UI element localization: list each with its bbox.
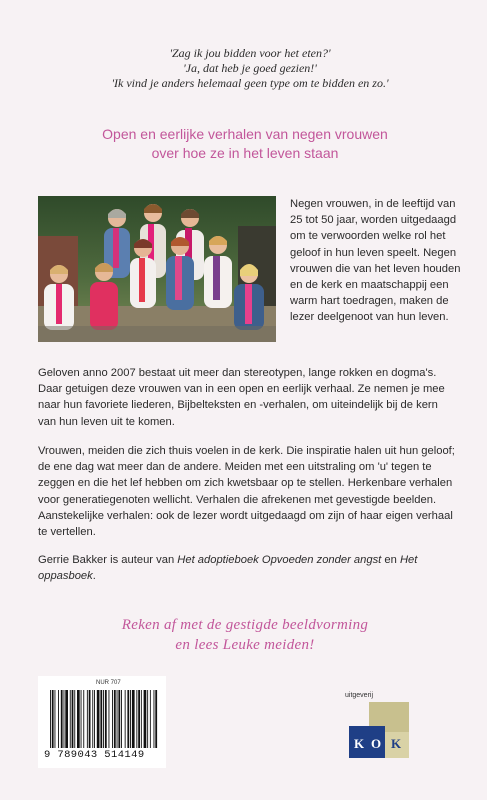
barcode-stripe bbox=[92, 690, 93, 748]
kok-logo bbox=[345, 702, 417, 764]
group-photo-image bbox=[38, 196, 276, 342]
barcode-stripe bbox=[81, 690, 82, 748]
barcode-stripe bbox=[65, 690, 68, 748]
author-paragraph bbox=[38, 552, 458, 584]
quote-line-2: 'Ja, dat heb je goed gezien!' bbox=[183, 61, 317, 75]
logo-letter-o: O bbox=[371, 736, 382, 751]
author-text: Gerrie Bakker is auteur van bbox=[38, 554, 178, 566]
subtitle-line-1: Open en eerlijke verhalen van negen vrouwen bbox=[102, 126, 388, 142]
intro-paragraph: Negen vrouwen, in de leeftijd van 25 tot 50 jaar, worden uitgedaagd om te verwoorden welke rol het geloof in hun leven speelt. Negen vrouwen die van het leven houden en de kerk en maatschappij een warm hart toedragen, maken de lezer deelgenoot van hun leven. bbox=[290, 198, 461, 324]
barcode-stripe bbox=[100, 690, 102, 748]
barcode-stripe bbox=[132, 690, 135, 748]
group-photo bbox=[38, 196, 276, 342]
tagline bbox=[40, 615, 450, 655]
author-text-mid: en bbox=[381, 554, 400, 566]
barcode-stripe bbox=[55, 690, 56, 748]
paragraph-2: Vrouwen, meiden die zich thuis voelen in de kerk. Die inspiratie halen uit hun geloof; de ene dag wat meer dan de andere. Meiden met een uitstraling om 'u' tegen te zeggen en die het lef hebben om zich kwetsbaar op te stellen. Herkenbare verhalen voor generatiegenoten wellicht. Verhalen die afrekenen met gevestigde beelden. Aanstekelijke verhalen: ook de lezer wordt uitgedaagd om zijn of haar eigen verhaal te vertellen. bbox=[38, 445, 455, 539]
barcode-stripe bbox=[70, 690, 71, 748]
barcode-box bbox=[38, 676, 166, 768]
author-text-end: . bbox=[92, 570, 96, 583]
barcode-stripe bbox=[58, 690, 59, 748]
quote-line-1: 'Zag ik jou bidden voor het eten?' bbox=[169, 46, 331, 60]
barcode-stripe bbox=[87, 690, 88, 748]
barcode-stripe bbox=[114, 690, 116, 748]
barcode-stripe bbox=[109, 690, 110, 748]
publisher-label: uitgeverij bbox=[345, 692, 374, 699]
barcode-stripe bbox=[74, 690, 75, 748]
barcode-stripe bbox=[136, 690, 137, 748]
barcode-stripe bbox=[138, 690, 140, 748]
barcode-stripe bbox=[94, 690, 95, 748]
quote-line-3: 'Ik vind je anders helemaal geen type om te bidden en zo.' bbox=[111, 76, 389, 90]
nur-code: NUR 707 bbox=[96, 680, 121, 686]
publisher-block bbox=[345, 692, 445, 772]
barcode-stripe bbox=[97, 690, 100, 748]
tagline-line-1: Reken af met de gestigde beeldvorming bbox=[121, 617, 369, 633]
barcode-stripe bbox=[117, 690, 118, 748]
barcode-stripe bbox=[61, 690, 63, 748]
tagline-line-2: en lees Leuke meiden! bbox=[175, 637, 315, 653]
book-title-1: Het adoptieboek Opvoeden zonder angst bbox=[177, 554, 382, 566]
barcode-stripe bbox=[130, 690, 131, 748]
barcode-stripe bbox=[89, 690, 91, 748]
logo-letter-k1: K bbox=[354, 736, 365, 751]
barcode-stripe bbox=[141, 690, 142, 748]
barcode-stripe bbox=[125, 690, 126, 748]
barcode-stripe bbox=[118, 690, 120, 748]
logo-letter-k2: K bbox=[391, 736, 402, 751]
subtitle bbox=[40, 125, 450, 163]
barcode-stripe bbox=[150, 690, 151, 748]
paragraph-1: Geloven anno 2007 bestaat uit meer dan stereotypen, lange rokken en dogma's. Daar getuigen deze vrouwen van in een open en eerlijk verhaal. Ze nemen je mee naar hun favoriete liederen, Bijbelteksten en -verhalen, om uiteindelijk bij de kern van hun leven uit te komen. bbox=[38, 367, 445, 428]
barcode-stripe bbox=[103, 690, 104, 748]
barcode-stripe bbox=[155, 690, 157, 748]
barcode-stripe bbox=[77, 690, 80, 748]
barcode-stripe bbox=[154, 690, 155, 748]
book-title-2: Het oppasboek bbox=[38, 554, 418, 583]
barcode-stripe bbox=[72, 690, 74, 748]
barcode-stripe bbox=[50, 690, 51, 748]
barcode-stripe bbox=[105, 690, 107, 748]
isbn-number: 9 789043 514149 bbox=[44, 749, 145, 761]
barcode-stripe bbox=[112, 690, 113, 748]
subtitle-line-2: over hoe ze in het leven staan bbox=[151, 145, 339, 161]
barcode-stripe bbox=[83, 690, 84, 748]
barcode-stripe bbox=[52, 690, 54, 748]
opening-quote bbox=[60, 46, 440, 91]
barcode-stripe bbox=[127, 690, 129, 748]
barcode-stripe bbox=[121, 690, 122, 748]
barcode-bars bbox=[48, 690, 160, 748]
barcode-stripe bbox=[64, 690, 65, 748]
barcode-stripe bbox=[144, 690, 147, 748]
barcode-stripe bbox=[147, 690, 148, 748]
